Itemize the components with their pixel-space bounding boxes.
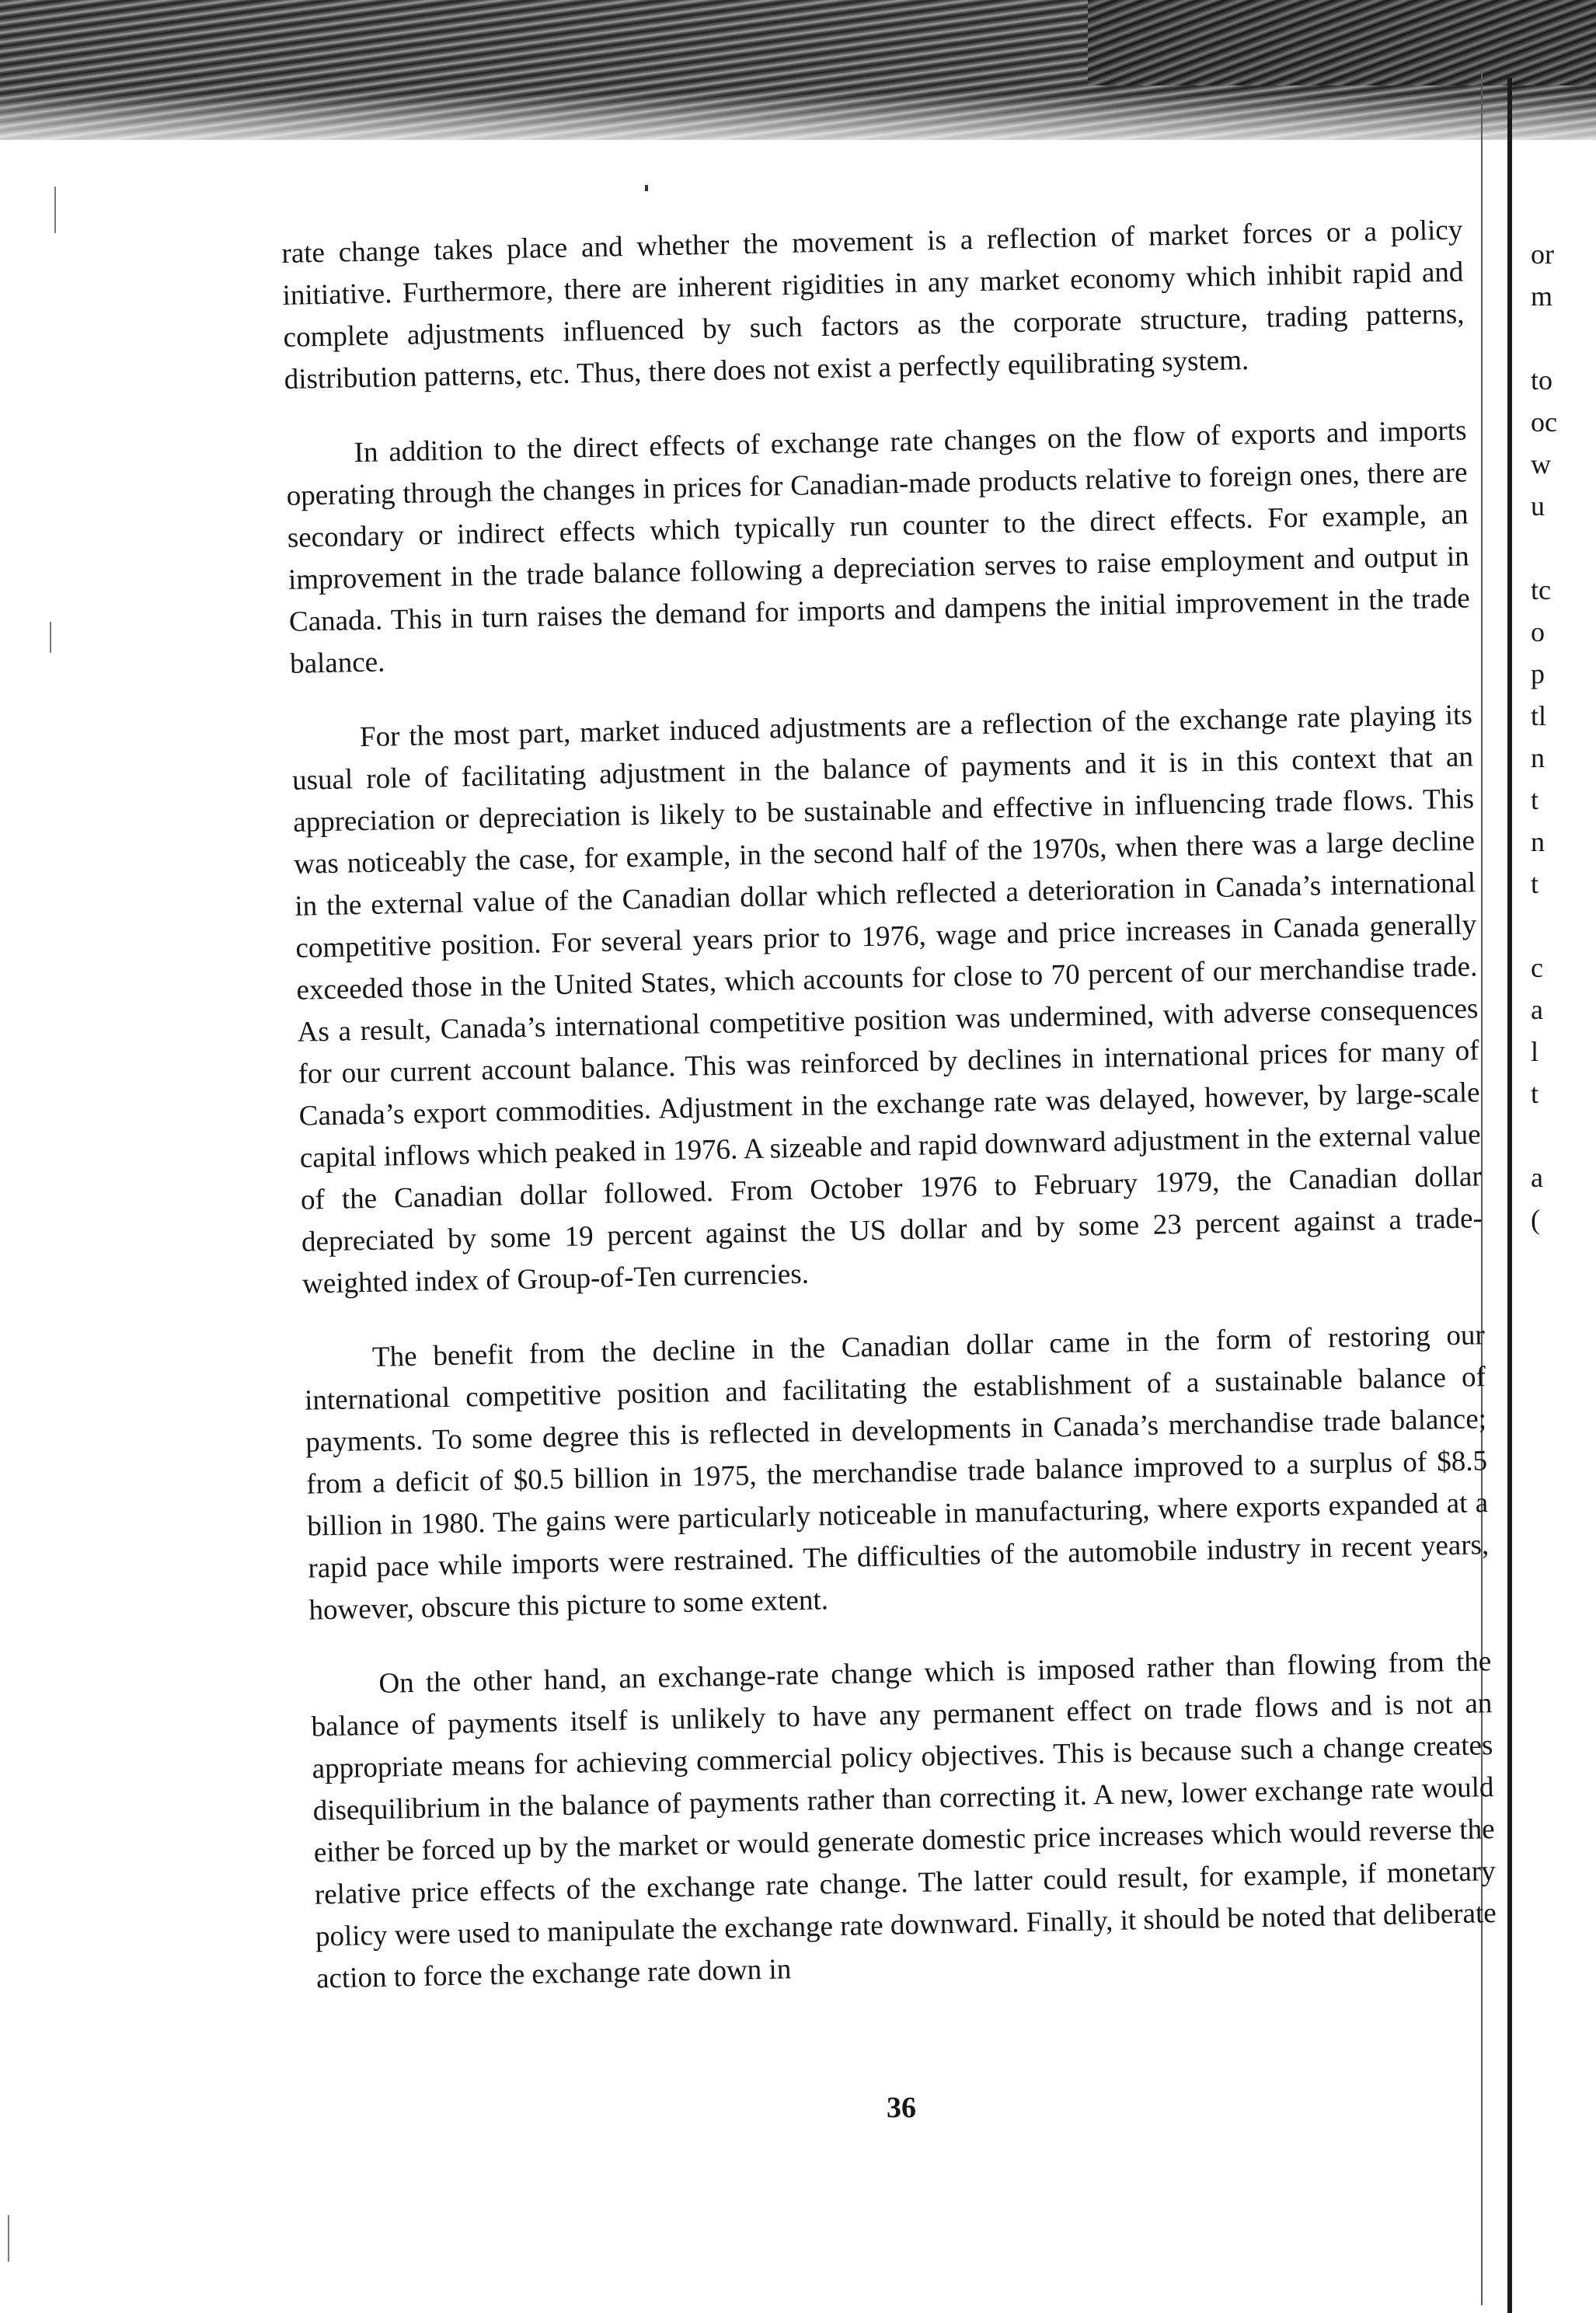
- scan-shadow-fade: [0, 93, 1596, 155]
- scan-shadow-corner: [1088, 0, 1596, 85]
- fragment-line: [1531, 317, 1596, 359]
- fragment-line: n: [1531, 826, 1545, 857]
- fragment-line: w: [1531, 448, 1551, 480]
- fragment-line: a: [1531, 994, 1543, 1025]
- fragment-line: o: [1531, 616, 1545, 647]
- page-number: 36: [887, 2091, 916, 2124]
- fragment-line: p: [1531, 658, 1545, 689]
- fragment-line: or: [1531, 239, 1554, 270]
- paragraph-5: On the other hand, an exchange-rate change which is imposed rather than flowing from the balance of payments itself is unlikely to have any permanent effect on trade flows and is not an appropriate means for achieving commercial policy objectives. This is because such a change creates disequilibrium in the balance of payments rather than correcting it. A new, lower exchange rate would either be forced up by the market or would generate domestic price increases which would reverse the relative price effects of the exchange rate change. The latter could result, for example, if monetary policy were used to manipulate the exchange rate downward. Finally, it should be noted that deliberate action to force the exchange rate down in: [311, 1645, 1497, 1995]
- fragment-line: t: [1531, 784, 1539, 815]
- fragment-line: t: [1531, 868, 1539, 899]
- fragment-line: c: [1531, 952, 1543, 983]
- fragment-line: n: [1531, 742, 1545, 773]
- fragment-line: [1531, 527, 1596, 569]
- fragment-line: tl: [1531, 700, 1547, 731]
- fragment-line: (: [1531, 1204, 1540, 1235]
- fragment-line: u: [1531, 490, 1545, 522]
- page-binding-line: [1507, 78, 1512, 2313]
- fragment-line: a: [1531, 1162, 1543, 1193]
- fragment-line: [1531, 1115, 1596, 1156]
- paragraph-2: In addition to the direct effects of exchange rate changes on the flow of exports and imports operating through the changes in prices for Canadian-made products relative to foreign ones, there are secondary or indirect effects which typically run counter to the direct effects. For example, an improvement in the trade balance following a depreciation serves to raise employment and output in Canada. This in turn raises the demand for imports and dampens the initial improvement in the trade balance.: [286, 414, 1471, 680]
- fragment-line: m: [1531, 281, 1553, 312]
- fragment-line: to: [1531, 365, 1553, 396]
- scan-speck: [50, 622, 51, 653]
- paragraph-3: For the most part, market induced adjustments are a reflection of the exchange rate playing its usual role of facilitating adjustment in the balance of payments and it is in this context that an appreciation or depreciation is likely to be sustainable and effective in influencing trade flows. This was noticeably the case, for example, in the second half of the 1970s, when there was a large decline in the external value of the Canadian dollar which reflected a deterioration in Canada’s international competitive position. For several years prior to 1976, wage and price increases in Canada generally exceeded those in the United States, which accounts for close to 70 percent of our merchandise trade. As a result, Canada’s international competitive position was undermined, with adverse consequences for our current account balance. This was reinforced by declines in international prices for many of Canada’s export commodities. Adjustment in the exchange rate was delayed, however, by large-scale capital inflows which peaked in 1976. A sizeable and rapid downward adjustment in the external value of the Canadian dollar followed. From October 1976 to February 1979, the Canadian dollar depreciated by some 19 percent against the US dollar and by some 23 percent against a trade-weighted index of Group-of-Ten currencies.: [291, 699, 1483, 1300]
- fragment-line: tc: [1531, 574, 1551, 605]
- fragment-line: [1531, 905, 1596, 947]
- scan-speck: [54, 187, 56, 233]
- fragment-line: t: [1531, 1078, 1539, 1109]
- fragment-line: oc: [1531, 406, 1557, 438]
- page-body: [281, 209, 1498, 2032]
- fragment-line: l: [1531, 1036, 1539, 1067]
- paragraph-1: rate change takes place and whether the movement is a reflection of market forces or a policy initiative. Furthermore, there are inherent rigidities in any market economy which inhibit rapid and complete adjustments influenced by such factors as the corporate structure, trading patterns, distribution patterns, etc. Thus, there does not exist a perfectly equilibrating system.: [281, 214, 1465, 396]
- scan-mark: [645, 185, 648, 191]
- paragraph-4: The benefit from the decline in the Canadian dollar came in the form of restoring our international competitive position and facilitating the establishment of a sustainable balance of payments. To some degree this is reflected in developments in Canada’s merchandise trade balance; from a deficit of $0.5 billion in 1975, the merchandise trade balance improved to a surplus of $8.5 billion in 1980. The gains were particularly noticeable in manufacturing, where exports expanded at a rapid pace while imports were restrained. The difficulties of the automobile industry in recent years, however, obscure this picture to some extent.: [304, 1319, 1490, 1627]
- facing-page-fragment: [1531, 233, 1596, 1240]
- scan-speck: [8, 2215, 9, 2262]
